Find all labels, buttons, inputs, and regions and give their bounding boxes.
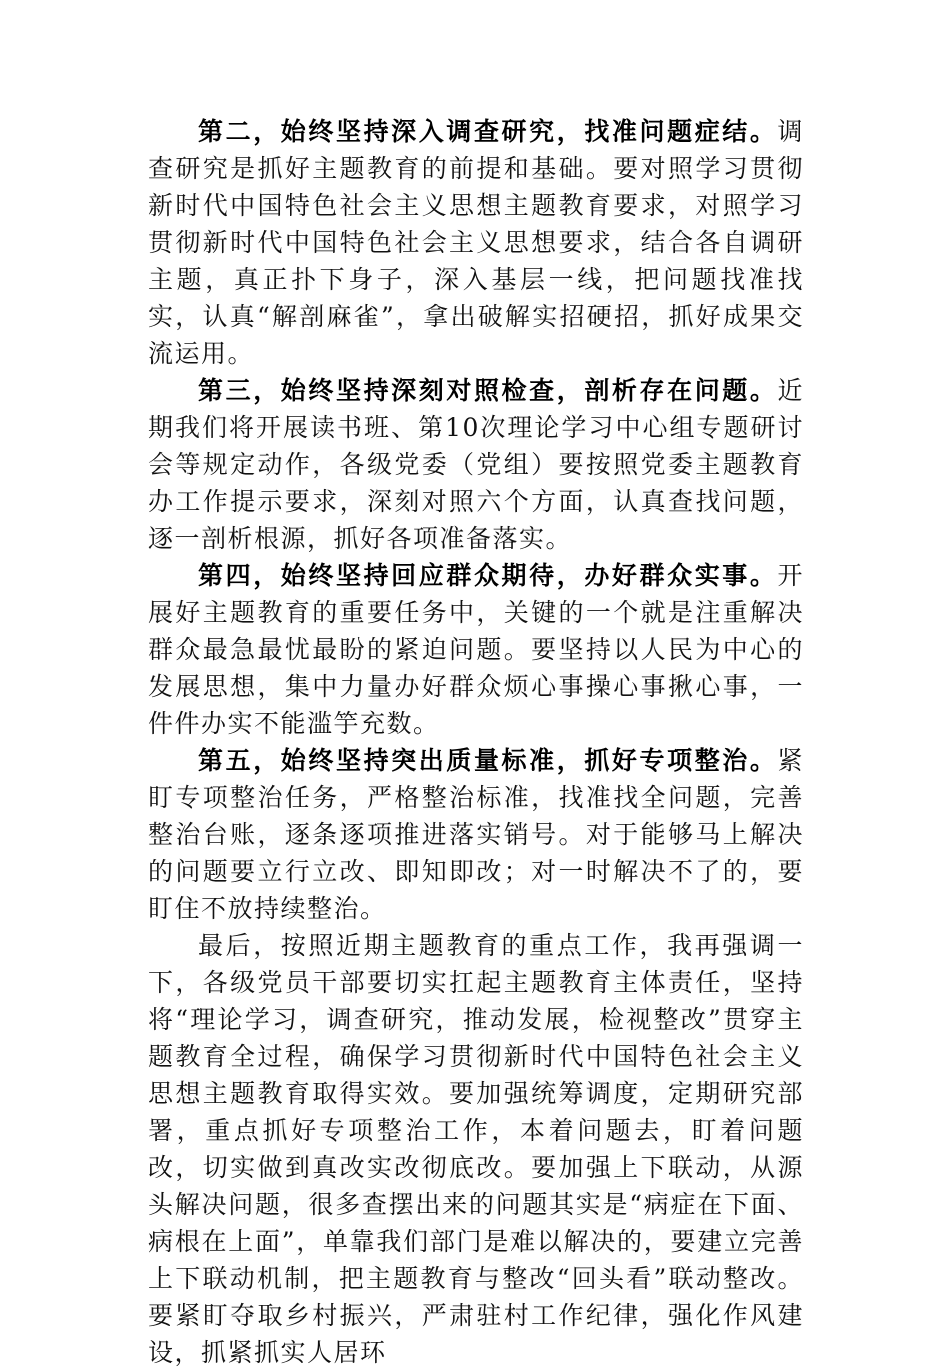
document-body [148,113,804,1371]
paragraph-text: 紧盯专项整治任务，严格整治标准，找准找全问题，完善整治台账，逐条逐项推进落实销号。对于能够马上解决的问题要立行立改、即知即改；对一时解决不了的，要盯住不放持续整治。 [148,746,804,923]
paragraph-heading: 第四，始终坚持回应群众期待，办好群众实事。 [198,561,778,590]
paragraph-fourth [148,557,804,742]
paragraph-fifth [148,742,804,927]
paragraph-text: 调查研究是抓好主题教育的前提和基础。要对照学习贯彻新时代中国特色社会主义思想主题教育要求，对照学习贯彻新时代中国特色社会主义思想要求，结合各自调研主题，真正扑下身子，深入基层一线，把问题找准找实，认真“解剖麻雀”，拿出破解实招硬招，抓好成果交流运用。 [148,117,804,368]
paragraph-text: 最后，按照近期主题教育的重点工作，我再强调一下，各级党员干部要切实扛起主题教育主体责任，坚持将“理论学习，调查研究，推动发展，检视整改”贯穿主题教育全过程，确保学习贯彻新时代中国特色社会主义思想主题教育取得实效。要加强统筹调度，定期研究部署，重点抓好专项整治工作，本着问题去，盯着问题改，切实做到真改实改彻底改。要加强上下联动，从源头解决问题，很多查摆出来的问题其实是“病症在下面、病根在上面”，单靠我们部门是难以解决的，要建立完善上下联动机制，把主题教育与整改“回头看”联动整改。要紧盯夺取乡村振兴，严肃驻村工作纪律，强化作风建设，抓紧抓实人居环 [148,931,804,1367]
paragraph-text: 近期我们将开展读书班、第10次理论学习中心组专题研讨会等规定动作，各级党委（党组）要按照党委主题教育办工作提示要求，深刻对照六个方面，认真查找问题，逐一剖析根源，抓好各项准备落实。 [148,376,804,553]
paragraph-text: 开展好主题教育的重要任务中，关键的一个就是注重解决群众最急最忧最盼的紧迫问题。要坚持以人民为中心的发展思想，集中力量办好群众烦心事操心事揪心事，一件件办实不能滥竽充数。 [148,561,804,738]
paragraph-heading: 第三，始终坚持深刻对照检查，剖析存在问题。 [198,376,778,405]
paragraph-closing [148,927,804,1371]
paragraph-heading: 第五，始终坚持突出质量标准，抓好专项整治。 [198,746,778,775]
paragraph-heading: 第二，始终坚持深入调查研究，找准问题症结。 [198,117,778,146]
paragraph-third [148,372,804,557]
paragraph-second [148,113,804,372]
